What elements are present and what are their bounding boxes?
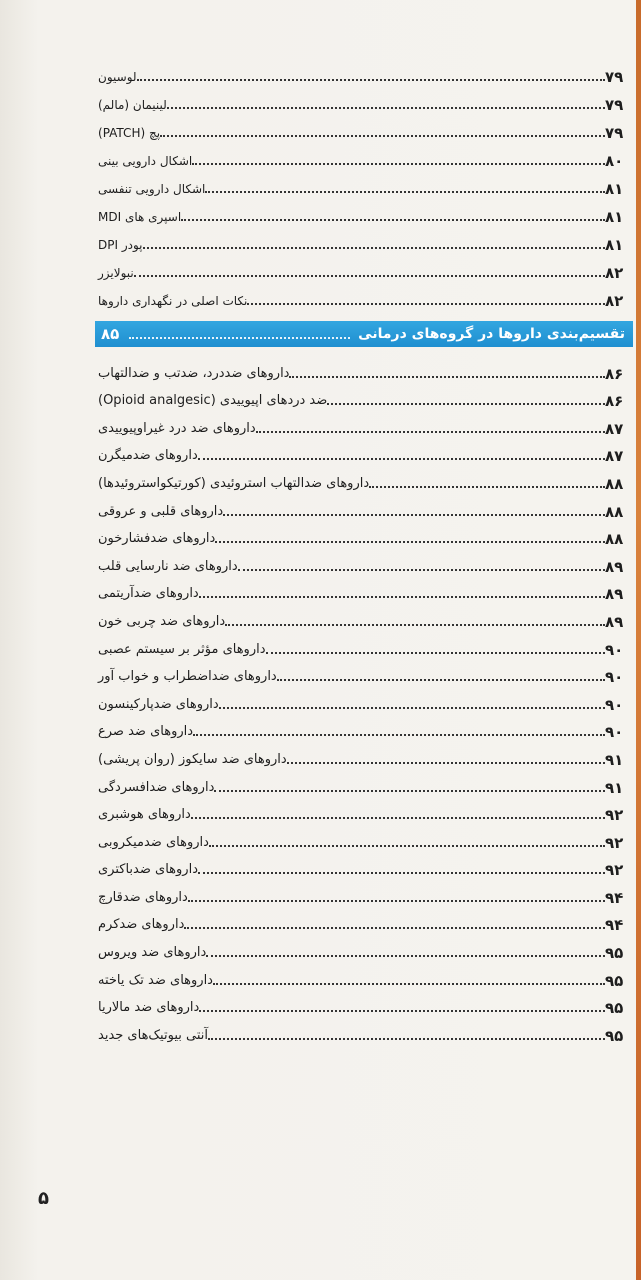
toc-entry-page: ۷۹: [605, 96, 624, 114]
toc-entry-page: ۸۸: [605, 474, 624, 493]
toc-entry-title: داروهای ضد سایکوز (روان پریشی): [98, 751, 287, 767]
leader-dots: [223, 514, 605, 516]
toc-entry-page: ۸۰: [605, 152, 624, 170]
toc-entry: [95, 355, 631, 383]
toc-entry: [95, 493, 631, 521]
toc-chapter-band: [95, 321, 633, 347]
toc-entry: [95, 142, 631, 170]
toc-entry-title: داروهای قلبی و عروقی: [98, 503, 224, 519]
toc-entry-page: ۸۸: [605, 530, 624, 549]
toc-entry-page: ۸۸: [605, 502, 624, 521]
toc-entry: [95, 521, 631, 549]
toc-entry-page: ۷۹: [605, 68, 624, 86]
toc-entry-page: ۷۹: [605, 124, 624, 142]
toc-entry: [95, 438, 631, 466]
toc-entry: [95, 282, 631, 310]
toc-entry-page: ۸۶: [605, 392, 624, 411]
leader-dots: [134, 275, 605, 277]
toc-entry: [95, 714, 631, 742]
toc-entry-page: ۹۰: [605, 723, 624, 742]
toc-entry-title: داروهای ضد چربی خون: [98, 613, 226, 629]
toc-entry-page: ۸۶: [605, 364, 624, 383]
toc-entry-page: ۹۴: [605, 916, 624, 935]
toc-entry: [95, 631, 631, 659]
toc-entry-title: داروهای ضدکرم: [98, 917, 185, 933]
toc-entry-title: داروهای ضد درد غیراوپیوییدی: [98, 420, 256, 436]
leader-dots: [219, 707, 605, 709]
toc-entry: [95, 383, 631, 411]
toc-entry-page: ۹۵: [605, 971, 624, 990]
toc-entry: [95, 410, 631, 438]
toc-entry-page: ۹۰: [605, 695, 624, 714]
toc-entry-page: ۸۱: [605, 208, 624, 226]
toc-entry-page: ۸۱: [605, 236, 624, 254]
toc-entry-title: آنتی بیوتیک‌های جدید: [98, 1027, 208, 1043]
chapter-page: ۸۵: [101, 325, 120, 343]
toc-entry-title: لینیمان (مالم): [98, 98, 167, 112]
toc-entry: [95, 226, 631, 254]
toc-entry-title: داروهای ضدقارچ: [98, 889, 188, 905]
toc-entry: [95, 1017, 631, 1045]
toc-entry-page: ۹۲: [605, 861, 624, 880]
leader-dots: [143, 247, 605, 249]
toc-entry: [95, 576, 631, 604]
toc-entry: [95, 962, 631, 990]
leader-dots: [287, 762, 605, 764]
toc-entry-title: پچ (PATCH): [98, 126, 161, 140]
toc-entry-title: اشکال دارویی بینی: [98, 154, 193, 168]
toc-entry-page: ۸۲: [605, 264, 624, 282]
page-edge: [636, 0, 641, 1280]
toc-entry: [95, 797, 631, 825]
leader-dots: [289, 376, 605, 378]
toc-entry: [95, 114, 631, 142]
toc-entry: [95, 879, 631, 907]
toc-entry-title: داروهای ضد نارسایی قلب: [98, 558, 238, 574]
toc-entry: [95, 58, 631, 86]
toc-entry-title: داروهای ضدباکتری: [98, 862, 198, 878]
toc-entry-page: ۹۲: [605, 806, 624, 825]
toc-entry-title: داروهای ضدالتهاب استروئیدی (کورتیکواستروئیدها): [98, 475, 370, 491]
leader-dots: [137, 79, 605, 81]
toc-entry-title: داروهای ضدآریتمی: [98, 586, 199, 602]
toc-entry-title: داروهای ضدمیکروبی: [98, 834, 209, 850]
toc-entry: [95, 686, 631, 714]
toc-entry-page: ۹۵: [605, 944, 624, 963]
toc-entry-title: داروهای هوشبری: [98, 807, 191, 823]
toc-entry-page: ۹۵: [605, 999, 624, 1018]
toc-entry: [95, 548, 631, 576]
toc-entry: [95, 907, 631, 935]
leader-dots: [184, 927, 605, 929]
toc-entry-title: داروهای ضد تک یاخته: [98, 972, 213, 988]
leader-dots: [129, 337, 350, 339]
leader-dots: [206, 955, 605, 957]
leader-dots: [188, 900, 605, 902]
toc-entry-title: نبولایزر: [98, 266, 134, 280]
toc-entry: [95, 934, 631, 962]
leader-dots: [266, 652, 605, 654]
toc-entry-page: ۸۱: [605, 180, 624, 198]
leader-dots: [247, 303, 605, 305]
toc-entry-title: نکات اصلی در نگهداری داروها: [98, 294, 248, 308]
toc-entry: [95, 603, 631, 631]
leader-dots: [199, 1010, 605, 1012]
toc-entry: [95, 465, 631, 493]
leader-dots: [369, 486, 605, 488]
toc-entry-title: اشکال دارویی تنفسی: [98, 182, 206, 196]
toc-entry-page: ۹۴: [605, 888, 624, 907]
toc-entry: [95, 170, 631, 198]
toc-entry-page: ۸۷: [605, 447, 624, 466]
leader-dots: [238, 569, 605, 571]
leader-dots: [214, 790, 605, 792]
toc-entry-page: ۸۹: [605, 585, 624, 604]
leader-dots: [209, 845, 605, 847]
leader-dots: [277, 679, 605, 681]
toc-entry-title: پودر DPI: [98, 238, 143, 252]
chapter-title: تقسیم‌بندی داروها در گروه‌های درمانی: [358, 326, 625, 342]
leader-dots: [198, 872, 605, 874]
toc-entry-title: داروهای ضد مالاریا: [98, 1000, 200, 1016]
toc-entry-page: ۸۷: [605, 419, 624, 438]
toc-section-therapeutic-groups: [95, 355, 631, 1045]
leader-dots: [181, 219, 605, 221]
toc-entry: [95, 659, 631, 687]
table-of-contents: [95, 58, 631, 1045]
toc-entry-title: داروهای مؤثر بر سیستم عصبی: [98, 641, 266, 657]
leader-dots: [191, 817, 605, 819]
toc-entry-title: داروهای ضداضطراب و خواب آور: [98, 669, 277, 685]
toc-entry-page: ۹۱: [605, 778, 624, 797]
leader-dots: [205, 191, 605, 193]
toc-entry-page: ۸۹: [605, 557, 624, 576]
toc-entry-title: ضد دردهای اپیوییدی (Opioid analgesic): [98, 393, 328, 409]
toc-entry-title: لوسیون: [98, 70, 137, 84]
toc-entry-title: داروهای ضدفشارخون: [98, 531, 216, 547]
leader-dots: [208, 1038, 605, 1040]
toc-entry-title: داروهای ضدمیگرن: [98, 448, 198, 464]
toc-entry-page: ۹۲: [605, 833, 624, 852]
toc-section-dosage-forms: [95, 58, 631, 310]
toc-entry-page: ۹۰: [605, 668, 624, 687]
leader-dots: [192, 163, 605, 165]
leader-dots: [167, 107, 605, 109]
toc-entry-title: داروهای ضد ویروس: [98, 945, 207, 961]
leader-dots: [193, 734, 605, 736]
toc-entry: [95, 769, 631, 797]
toc-entry-page: ۸۹: [605, 612, 624, 631]
toc-entry-title: اسپری های MDI: [98, 210, 182, 224]
toc-entry: [95, 741, 631, 769]
leader-dots: [160, 135, 605, 137]
toc-entry-title: داروهای ضدافسردگی: [98, 779, 215, 795]
toc-entry: [95, 254, 631, 282]
toc-entry: [95, 852, 631, 880]
toc-entry-title: داروهای ضد صرع: [98, 724, 194, 740]
toc-entry-page: ۸۲: [605, 292, 624, 310]
toc-entry-title: داروهای ضددرد، ضدتب و ضدالتهاب: [98, 365, 290, 381]
leader-dots: [225, 624, 605, 626]
leader-dots: [199, 596, 605, 598]
leader-dots: [215, 541, 605, 543]
toc-entry-title: داروهای ضدپارکینسون: [98, 696, 219, 712]
leader-dots: [327, 403, 605, 405]
leader-dots: [213, 983, 605, 985]
page-number: ۵: [38, 1188, 49, 1209]
toc-entry: [95, 198, 631, 226]
leader-dots: [256, 431, 605, 433]
leader-dots: [198, 458, 605, 460]
toc-entry: [95, 86, 631, 114]
toc-entry: [95, 824, 631, 852]
toc-entry-page: ۹۵: [605, 1026, 624, 1045]
toc-entry-page: ۹۱: [605, 750, 624, 769]
toc-entry-page: ۹۰: [605, 640, 624, 659]
toc-entry: [95, 990, 631, 1018]
